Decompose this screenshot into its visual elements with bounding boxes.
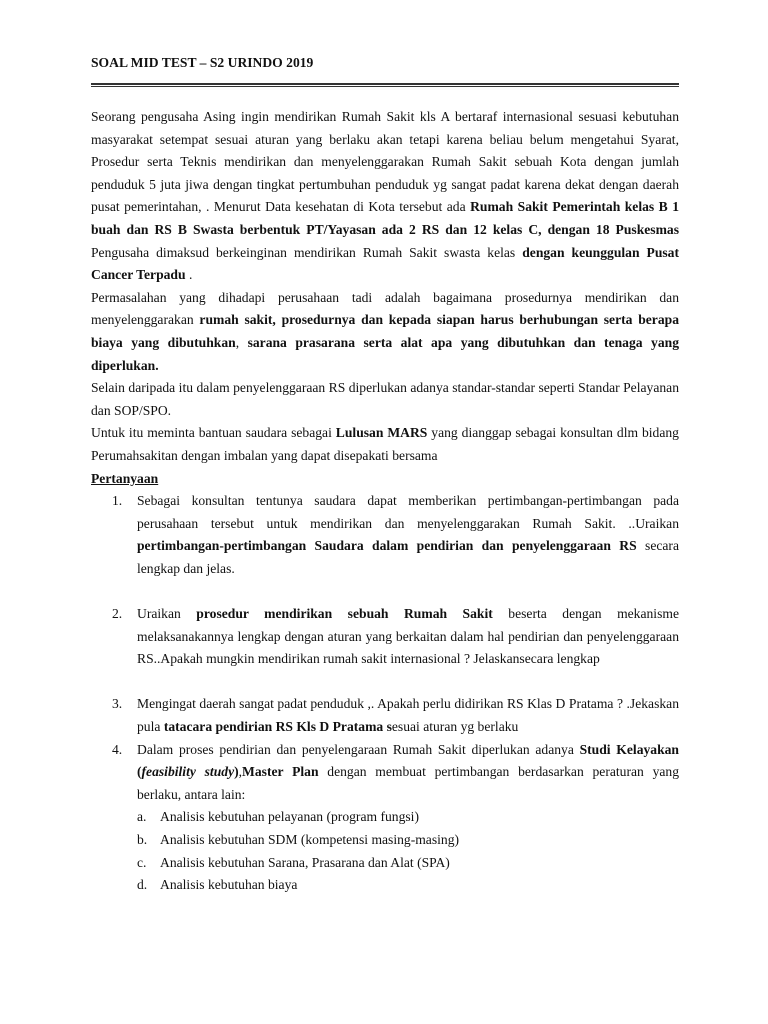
analysis-item — [137, 806, 679, 829]
intro-text: yang dianggap sebagai konsultan dlm bidang Perumahsakitan dengan imbalan yang dapat disepakati bersama — [91, 425, 679, 463]
title-divider — [91, 83, 679, 87]
question-text: dengan membuat pertimbangan berdasarkan peraturan yang berlaku, antara lain: — [137, 764, 680, 802]
intro-paragraph-1 — [91, 106, 679, 287]
spacer — [91, 580, 679, 603]
intro-text: Permasalahan yang dihadapi perusahaan tadi adalah bagaimana prosedurnya mendirikan dan menyelenggarakan — [91, 289, 679, 328]
question-text: beserta dengan mekanisme melaksanakannya lengkap dengan aturan yang berkaitan dalam hal pendirian dan penyelenggaraan RS..Apakah mungkin mendirikan rumah sakit internasional ? Jelaskansecara lengkap — [137, 606, 679, 667]
intro-bold-text: Lulusan MARS — [335, 425, 428, 441]
intro-bold-text: sarana prasarana serta alat apa yang dibutuhkan dan tenaga yang diperlukan. — [91, 334, 679, 373]
analysis-text: Analisis kebutuhan SDM (kompetensi masing-masing) — [160, 832, 460, 847]
question-text: Uraikan — [137, 606, 197, 622]
question-bold-segment: ) — [234, 764, 239, 780]
analysis-letter: a. — [137, 809, 147, 825]
analysis-item — [137, 829, 679, 852]
analysis-list — [137, 806, 679, 896]
intro-bold-text: rumah sakit, prosedurnya dan kepada siapan harus berhubungan serta berapa biaya yang dibutuhkan — [91, 312, 679, 350]
question-text: secara lengkap dan jelas. — [137, 538, 679, 576]
question-item — [91, 739, 679, 897]
analysis-text: Analisis kebutuhan Sarana, Prasarana dan Alat (SPA) — [160, 854, 450, 870]
question-text: Dalam proses pendirian dan penyelengaraan Rumah Sakit diperlukan adanya — [137, 741, 580, 757]
question-bold-segment: Studi Kelayakan ( — [137, 741, 679, 780]
question-item — [91, 603, 679, 671]
question-number: 2. — [112, 606, 123, 622]
analysis-text: Analisis kebutuhan pelayanan (program fungsi) — [160, 809, 419, 825]
analysis-text: Analisis kebutuhan biaya — [160, 877, 298, 893]
intro-paragraph-2 — [91, 287, 679, 377]
analysis-item — [137, 874, 679, 897]
question-text: Mengingat daerah sangat padat penduduk ,. Apakah perlu didirikan RS Klas D Pratama ? .Jekaskan pula — [137, 696, 679, 735]
question-number: 3. — [112, 696, 123, 712]
document-title: SOAL MID TEST – S2 URINDO 2019 — [91, 55, 314, 70]
spacer — [91, 671, 679, 694]
question-text: , — [238, 764, 243, 780]
intro-bold-text: Rumah Sakit Pemerintah kelas B 1 buah dan RS B Swasta berbentuk PT/Yayasan ada 2 RS dan 12 kelas C, dengan 18 Puskesmas — [91, 199, 679, 237]
intro-text: Seorang pengusaha Asing ingin mendirikan Rumah Sakit kls A bertaraf internasional sesuasi kebutuhan masyarakat setempat sesuai aturan yang berlaku akan tetapi karena beliau belum mengetahui Syarat, Prosedur serta Teknis mendirikan dan menyelenggarakan Rumah Sakit sebuah Kota dengan jumlah penduduk 5 juta jiwa dengan tingkat pertumbuhan penduduk yg sangat padat karena dekat dengan daerah pusat pemerintahan, . Menurut Data kesehatan di Kota tersebut ada — [91, 109, 679, 215]
intro-text: , — [235, 334, 248, 350]
question-bold-text: pertimbangan-pertimbangan Saudara dalam pendirian dan penyelenggaraan RS — [137, 538, 637, 554]
analysis-letter: b. — [137, 832, 148, 847]
question-number: 1. — [112, 493, 123, 509]
questions-heading: Pertanyaan — [91, 470, 159, 486]
question-bold-text: tatacara pendirian RS Kls D Pratama s — [163, 719, 392, 735]
analysis-letter: d. — [137, 877, 148, 893]
question-bold-text: prosedur mendirikan sebuah Rumah Sakit — [196, 606, 493, 622]
intro-text: . — [185, 267, 193, 283]
intro-paragraph-3: Selain daripada itu dalam penyelenggaraan RS diperlukan adanya standar-standar seperti Standar Pelayanan dan SOP/SPO. — [91, 380, 679, 418]
question-number: 4. — [112, 741, 123, 757]
question-item — [91, 490, 679, 580]
question-text: Sebagai konsultan tentunya saudara dapat memberikan pertimbangan-pertimbangan pada perusahaan tersebut untuk mendirikan dan menyelenggarakan Rumah Sakit. ..Uraikan — [137, 493, 679, 531]
questions-list — [91, 490, 679, 897]
intro-text: Untuk itu meminta bantuan saudara sebagai — [91, 425, 336, 441]
question-text: esuai aturan yg berlaku — [391, 719, 519, 735]
question-item — [91, 693, 679, 738]
document-body — [91, 106, 679, 897]
intro-text: Pengusaha dimaksud berkeinginan mendirikan Rumah Sakit swasta kelas — [91, 244, 523, 260]
intro-bold-text: dengan keunggulan Pusat Cancer Terpadu — [91, 244, 679, 283]
analysis-item — [137, 852, 679, 875]
analysis-letter: c. — [137, 854, 147, 870]
question-italic-text: feasibility study — [141, 764, 235, 780]
intro-paragraph-4 — [91, 422, 679, 467]
question-bold-text: Master Plan — [242, 764, 319, 780]
